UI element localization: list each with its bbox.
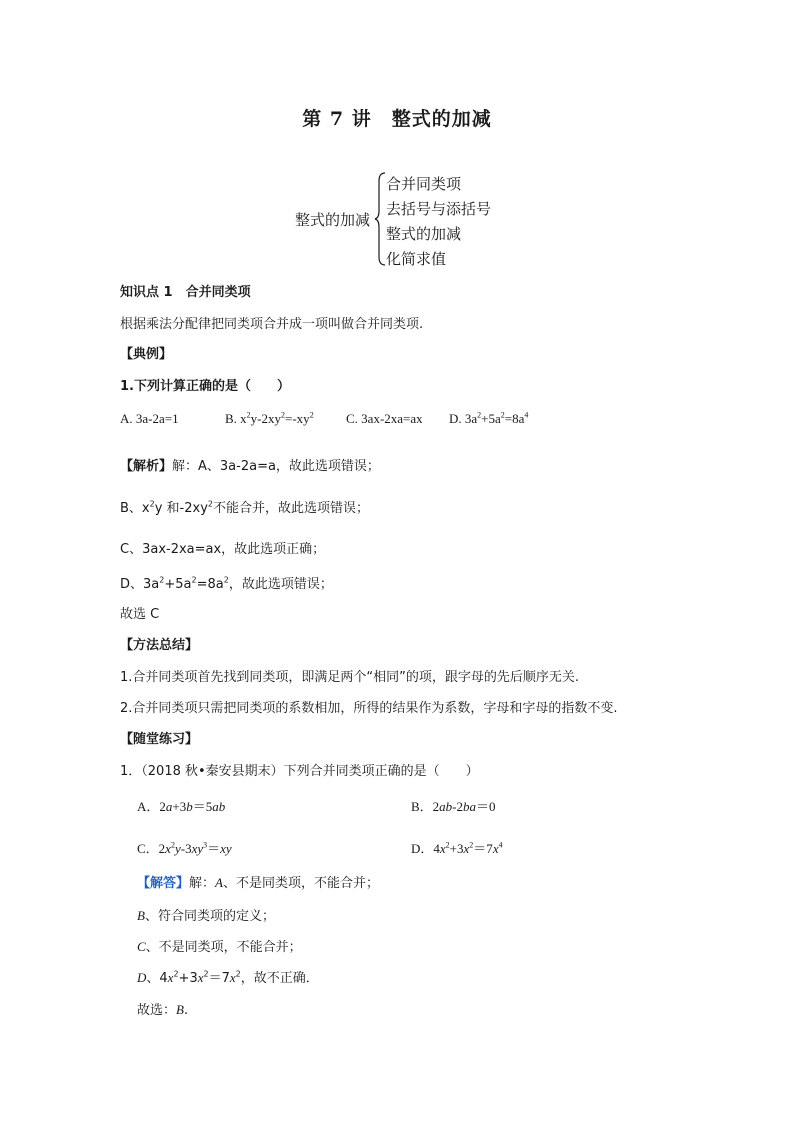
outline-item: 整式的加减	[386, 225, 462, 243]
example-label: 【典例】	[120, 347, 173, 362]
analysis-line-d: D、$3a^2+5a^2=8a^2$，故此选项错误；	[120, 575, 333, 592]
analysis-line-a: 【解析】解：A、3a-2a=a，故此选项错误；	[120, 459, 380, 474]
outline-item: 化简求值	[386, 250, 447, 268]
analysis-line-c: C、3ax-2xa=ax，故此选项正确；	[120, 542, 326, 557]
example-question	[120, 375, 290, 394]
practice-answer-c: C、不是同类项，不能合并；	[137, 939, 302, 955]
example-question-text: 1.下列计算正确的是（ ）	[120, 379, 290, 394]
example-option-a: A. 3a-2a=1	[120, 411, 179, 426]
analysis-line-b: B、$x^2y$ 和$-2xy^2$不能合并，故此选项错误；	[120, 499, 370, 516]
example-answer: 故选 C	[120, 607, 160, 622]
definition-text: 根据乘法分配律把同类项合并成一项叫做合并同类项.	[120, 317, 424, 332]
method-label: 【方法总结】	[120, 638, 199, 653]
method-point: 1.合并同类项首先找到同类项，即满足两个“相同”的项，跟字母的先后顺序无关.	[120, 670, 580, 685]
practice-final-answer: 故选：B.	[137, 1002, 189, 1018]
outline-item: 合并同类项	[386, 175, 462, 193]
example-option-c: C. 3ax-2xa=ax	[346, 411, 423, 426]
analysis-label: 【解析】	[120, 459, 173, 474]
practice-option-c: C．$2x^2y-3xy^3=xy$	[137, 840, 232, 856]
example-option-b: B. $x^2y-2xy^2=-xy^2$	[225, 410, 314, 426]
practice-answer-a: 【解答】解：A、不是同类项，不能合并；	[137, 875, 379, 891]
practice-answer-b: B、符合同类项的定义；	[137, 908, 275, 924]
practice-option-b: B．2ab-2ba＝0	[411, 799, 496, 814]
outline-item: 去括号与添括号	[386, 200, 492, 218]
practice-option-d: D．$4x^2+3x^2=7x^4$	[411, 840, 503, 856]
practice-label: 【随堂练习】	[120, 732, 199, 747]
practice-question: 1．（2018 秋•秦安县期末）下列合并同类项正确的是（ ）	[120, 764, 479, 779]
page-title: 第 7 讲 整式的加减	[302, 108, 492, 130]
example-option-d: D. $3a^2+5a^2=8a^4$	[449, 410, 529, 426]
practice-answer-d: D、$4x^2+3x^2=7x^2$，故不正确．	[137, 969, 319, 986]
method-point: 2.合并同类项只需把同类项的系数相加，所得的结果作为系数，字母和字母的指数不变.	[120, 701, 618, 716]
outline-list	[386, 172, 491, 272]
answer-label: 【解答】	[137, 876, 190, 891]
knowledge-point-heading: 知识点 1 合并同类项	[120, 285, 251, 300]
outline-root: 整式的加减	[295, 211, 371, 229]
practice-option-a: A．2a+3b＝5ab	[137, 799, 226, 814]
curly-brace-icon	[374, 171, 386, 267]
